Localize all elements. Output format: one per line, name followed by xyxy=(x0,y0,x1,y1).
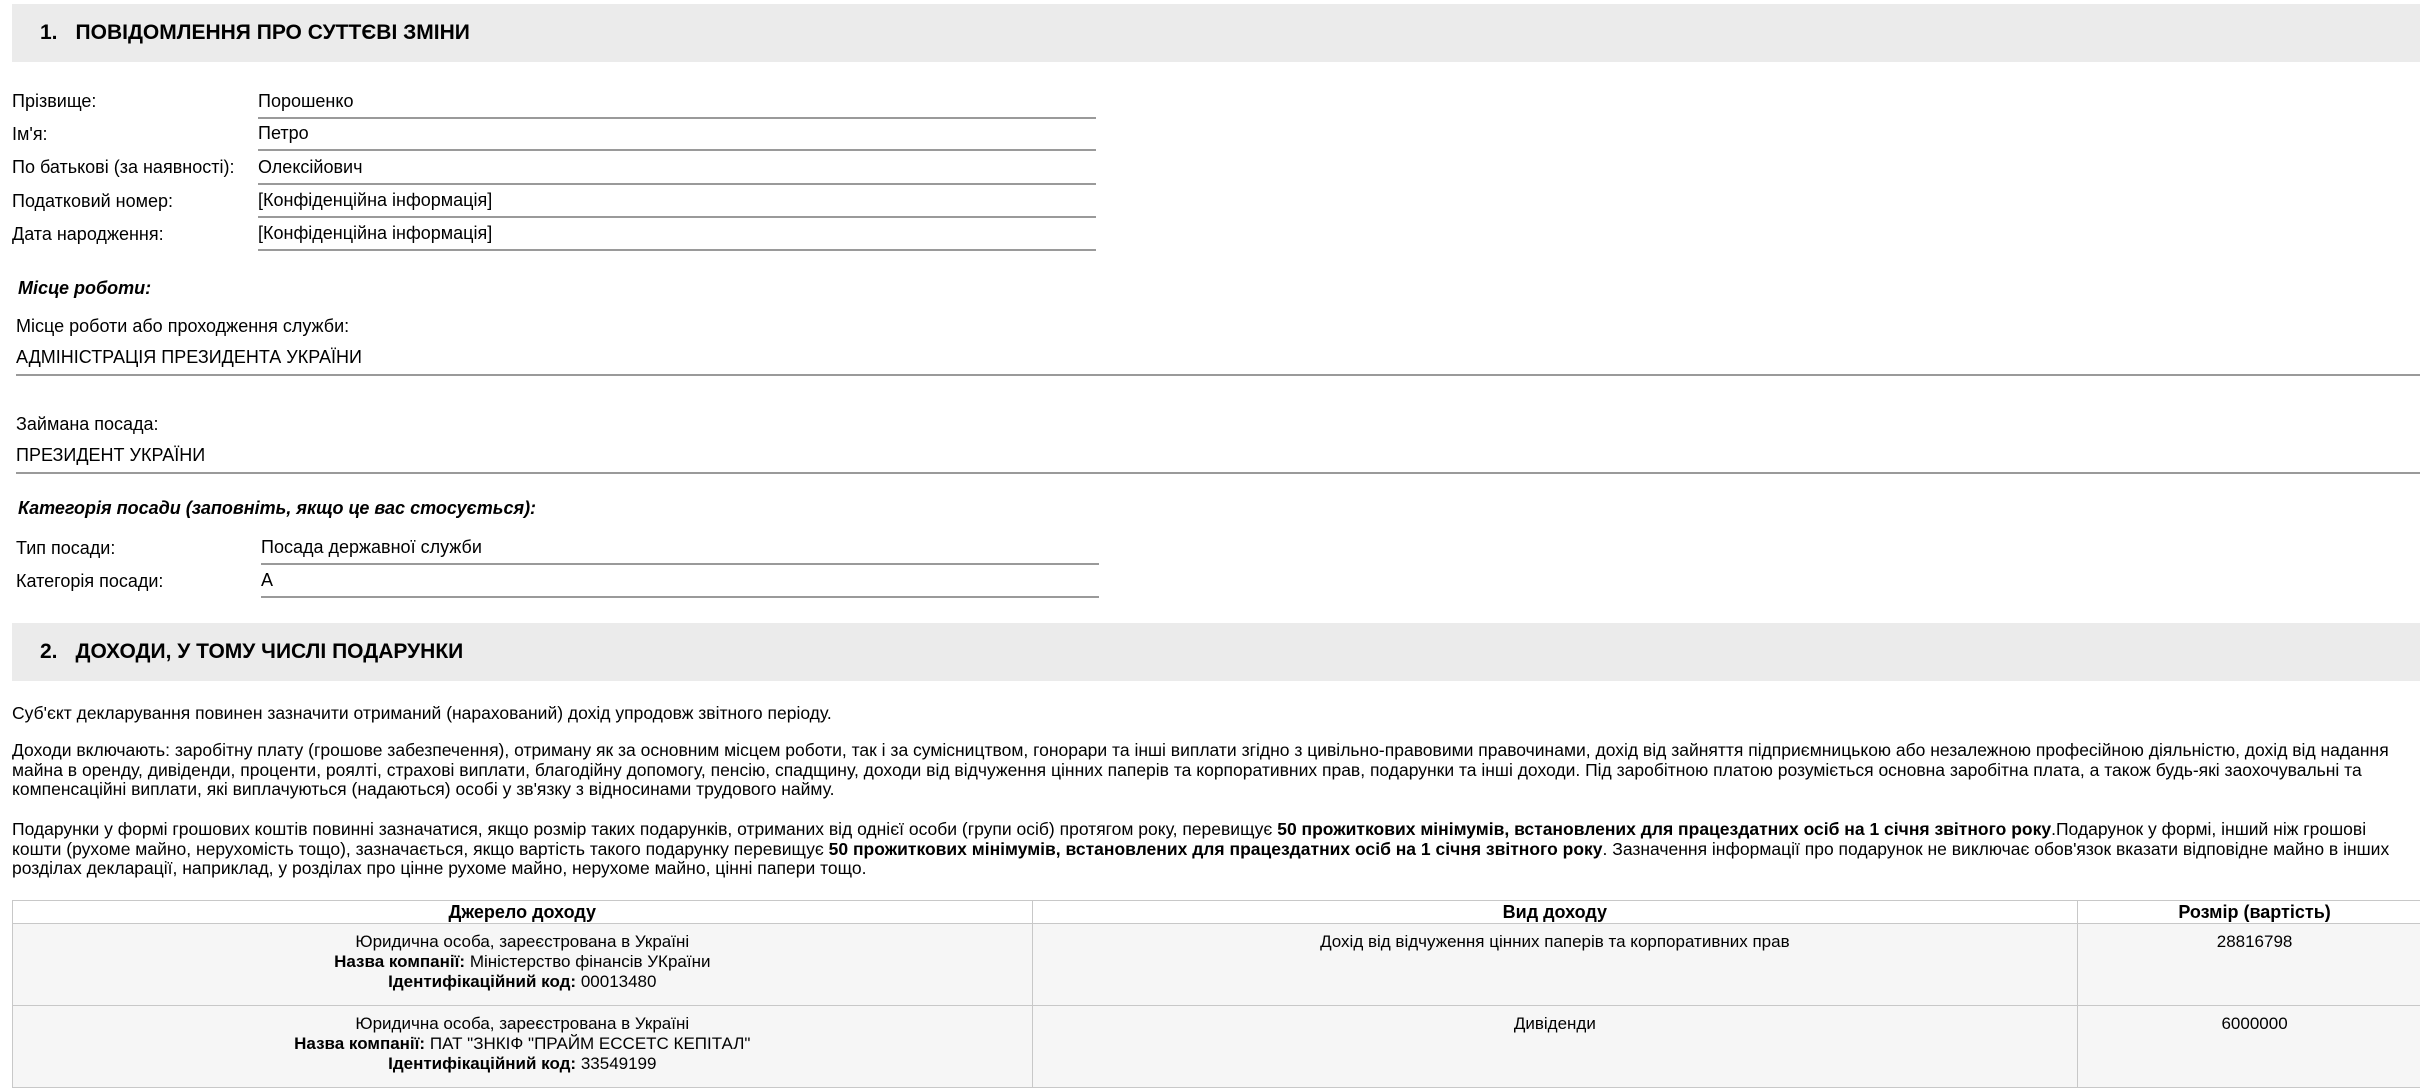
workplace-title: Місце роботи: xyxy=(18,278,152,298)
gifts-paragraph xyxy=(12,820,2412,879)
workplace-value: АДМІНІСТРАЦІЯ ПРЕЗИДЕНТА УКРАЇНИ xyxy=(16,342,2420,376)
company-line xyxy=(17,1034,1028,1054)
gifts-bold-2: 50 прожиткових мінімумів, встановлених для працездатних осіб на 1 січня звітного року xyxy=(828,838,1603,859)
gifts-text-3: . Зазначення інформації про подарунок не виключає обов'язок вказати відповідне майно в інших розділах декларації, наприклад, у розділах про цінне рухоме майно, нерухоме майно, цінні папери тощо. xyxy=(12,838,2390,878)
company-name: Міністерство фінансів УКраїни xyxy=(469,952,711,971)
workplace-label: Місце роботи або проходження служби: xyxy=(16,316,350,336)
company-name: ПАТ "ЗНКІФ "ПРАЙМ ЕССЕТС КЕПІТАЛ" xyxy=(429,1034,751,1053)
table-header-row xyxy=(13,901,2420,924)
source-type: Юридична особа, зареєстрована в Україні xyxy=(355,932,690,951)
section-number: 2. xyxy=(40,640,58,663)
company-label: Назва компанії: xyxy=(294,1034,426,1053)
income-definition-paragraph: Доходи включають: заробітну плату (грошове забезпечення), отриману як за основним місцем роботи, так і за сумісництвом, гонорари та інші виплати згідно з цивільно-правовими правочинами, дохід від зайняття підприємницькою або незалежною професійною діяльністю, дохід від надання майна в оренду, дивіденди, проценти, роялті, страхові виплати, благодійну допомогу, пенсію, спадщину, доходи від відчуження цінних паперів та корпоративних прав, подарунки та інші доходи. Під заробітною платою розуміється основна заробітна плата, а також будь-які заохочувальні та компенсаційні виплати, які виплачуються (надаються) особі у зв'язку з відносинами трудового найму. xyxy=(12,740,2389,799)
income-type-cell: Дивіденди xyxy=(1032,1006,2078,1088)
surname-label: Прізвище: xyxy=(12,91,97,111)
gifts-text-2: .Подарунок у формі, інший ніж грошові кошти (рухоме майно, нерухомість тощо), зазначається, якщо вартість такого подарунку перевищує xyxy=(12,819,2367,859)
income-type-cell: Дохід від відчуження цінних паперів та корпоративних прав xyxy=(1032,924,2078,1006)
income-table xyxy=(12,900,2420,1088)
patronymic-value: Олексійович xyxy=(258,152,1096,185)
source-type: Юридична особа, зареєстрована в Україні xyxy=(355,1014,690,1033)
first-name-label: Ім'я: xyxy=(12,124,48,144)
position-value: ПРЕЗИДЕНТ УКРАЇНИ xyxy=(16,440,2420,474)
company-code: 00013480 xyxy=(580,972,657,991)
column-header-source: Джерело доходу xyxy=(13,901,1033,924)
table-row xyxy=(13,924,2420,1006)
first-name-value: Петро xyxy=(258,118,1096,151)
birth-date-label: Дата народження: xyxy=(12,224,164,244)
gifts-text-1: Подарунки у формі грошових коштів повинні зазначатися, якщо розмір таких подарунків, отриманих від однієї особи (групи осіб) протягом року, перевищує xyxy=(12,819,1278,839)
section-2-header xyxy=(12,623,2420,681)
income-intro-paragraph: Суб'єкт декларування повинен зазначити отриманий (нарахований) дохід упродовж звітного періоду. xyxy=(12,703,832,723)
surname-value: Порошенко xyxy=(258,86,1096,119)
code-label: Ідентифікаційний код: xyxy=(388,972,577,991)
tax-number-label: Податковий номер: xyxy=(12,191,174,211)
category-title: Категорія посади (заповніть, якщо це вас стосується): xyxy=(18,498,537,518)
patronymic-label: По батькові (за наявності): xyxy=(12,157,235,177)
code-line xyxy=(17,1054,1028,1074)
income-amount-cell: 6000000 xyxy=(2078,1006,2420,1088)
column-header-amount: Розмір (вартість) xyxy=(2078,901,2420,924)
column-header-type: Вид доходу xyxy=(1032,901,2078,924)
income-amount-cell: 28816798 xyxy=(2078,924,2420,1006)
code-label: Ідентифікаційний код: xyxy=(388,1054,577,1073)
section-1-header xyxy=(12,4,2420,62)
tax-number-value: [Конфіденційна інформація] xyxy=(258,185,1096,218)
position-label: Займана посада: xyxy=(16,414,159,434)
company-line xyxy=(17,952,1028,972)
position-type-label: Тип посади: xyxy=(16,538,116,558)
birth-date-value: [Конфіденційна інформація] xyxy=(258,218,1096,251)
table-row xyxy=(13,1006,2420,1088)
income-source-cell xyxy=(13,1006,1033,1088)
section-title: ПОВІДОМЛЕННЯ ПРО СУТТЄВІ ЗМІНИ xyxy=(75,21,470,44)
section-title: ДОХОДИ, У ТОМУ ЧИСЛІ ПОДАРУНКИ xyxy=(75,640,464,663)
company-code: 33549199 xyxy=(580,1054,657,1073)
code-line xyxy=(17,972,1028,992)
section-number: 1. xyxy=(40,21,58,44)
income-source-cell xyxy=(13,924,1033,1006)
position-category-label: Категорія посади: xyxy=(16,571,164,591)
position-category-value: А xyxy=(261,565,1099,598)
company-label: Назва компанії: xyxy=(334,952,466,971)
gifts-bold-1: 50 прожиткових мінімумів, встановлених для працездатних осіб на 1 січня звітного року xyxy=(1277,819,2052,839)
position-type-value: Посада державної служби xyxy=(261,532,1099,565)
